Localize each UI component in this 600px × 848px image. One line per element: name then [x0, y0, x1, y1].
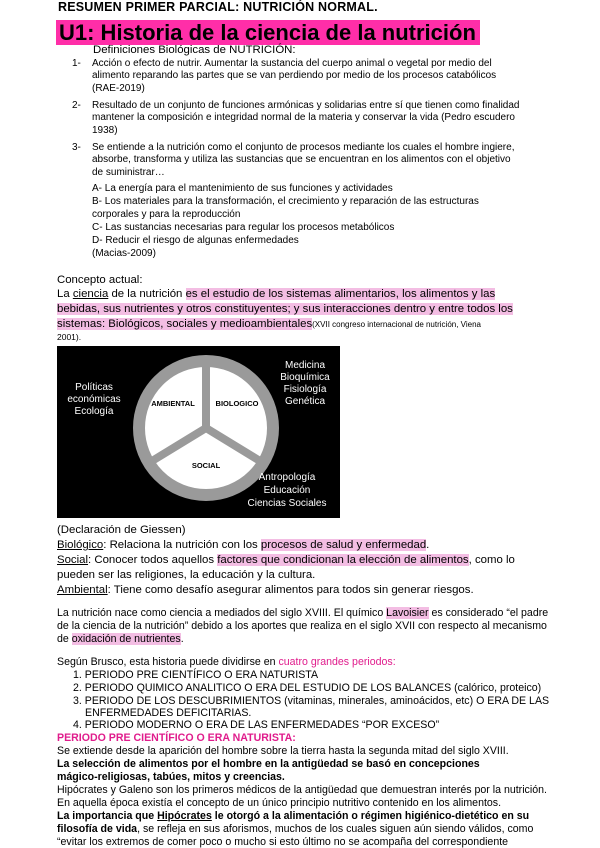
document-header: RESUMEN PRIMER PARCIAL: NUTRICIÓN NORMAL.	[58, 0, 378, 14]
era-paragraph: En aquella época existía el concepto de un único principio nutritivo contenido en los alimentos.	[57, 797, 502, 809]
definition-line: alimento reparando las partes que se van perdiendo por medio de los procesos catabólicos	[92, 70, 497, 82]
period-item: 4. PERIODO MODERNO O ERA DE LAS ENFERMEDADES “POR EXCESO”	[73, 719, 440, 731]
definition-line: Acción o efecto de nutrir. Aumentar la sustancia del cuerpo animal o vegetal por medio del	[92, 58, 492, 69]
history-line: de la ciencia de la nutrición” debido a los aportes que realiza en el siglo XVII con respecto al mecanismo	[57, 620, 547, 632]
definitions-list	[72, 57, 592, 182]
diagram-left-label: económicas	[67, 394, 121, 405]
concept-citation-end: 2001).	[57, 332, 82, 342]
diagram-svg	[57, 346, 340, 518]
definition-number: 2-	[72, 100, 81, 111]
giessen-social	[57, 553, 515, 567]
definition-item	[72, 99, 592, 140]
text: : Relaciona la nutrición con los	[103, 539, 261, 551]
diagram-left-label: Políticas	[75, 382, 113, 393]
text: La	[57, 288, 73, 300]
era-bold: La selección de alimentos por el hombre en la antigüedad se basó en concepciones	[57, 758, 480, 770]
text: le otorgó a la alimentación o régimen higiénico-dietético en su	[211, 810, 530, 822]
diagram-bottom-label: Ciencias Sociales	[247, 498, 327, 509]
text: La importancia que	[57, 810, 158, 822]
text: , como lo	[468, 554, 515, 566]
diagram-segment-ambiental: AMBIENTAL	[151, 399, 195, 408]
text: es considerado “el padre	[428, 607, 549, 619]
definition-number: 3-	[72, 142, 81, 153]
diagram-right-label: Fisiología	[283, 384, 327, 395]
highlight: Lavoisier	[386, 607, 429, 619]
nutrition-systems-diagram	[57, 346, 340, 518]
diagram-bottom-label: Antropología	[258, 472, 316, 483]
concept-line	[57, 317, 481, 332]
giessen-social-line2: pueden ser las religiones, la educación y la cultura.	[57, 569, 316, 581]
text: , se refleja en sus aforismos, muchos de los cuales siguen aún siendo válidos, como	[137, 823, 534, 835]
subitem: C- Las sustancias necesarias para regular los procesos metabólicos	[92, 222, 395, 233]
text: ciencia	[72, 288, 109, 300]
highlight: oxidación de nutrientes	[71, 633, 181, 645]
definition-item	[72, 141, 592, 182]
concept-line	[57, 287, 495, 301]
highlight: cuatro grandes periodos:	[278, 656, 396, 668]
period-item-cont: ENFERMEDADES DEFICITARIAS.	[85, 707, 252, 719]
periods-intro	[57, 656, 396, 668]
diagram-segment-biologico: BIOLOGICO	[215, 399, 259, 408]
diagram-right-label: Bioquímica	[280, 372, 330, 383]
period-item: 2. PERIODO QUIMICO ANALITICO O ERA DEL ESTUDIO DE LOS BALANCES (calórico, proteico)	[73, 682, 542, 694]
text: filosofía de vida	[57, 823, 138, 835]
term: Hipócrates	[157, 810, 212, 822]
diagram-right-label: Medicina	[284, 360, 326, 371]
term: Biológico	[57, 539, 104, 551]
era-importance: “evitar los extremos de comer poco o mucho si esto último no se acompaña del correspondiente	[57, 836, 509, 848]
period-item: 3. PERIODO DE LOS DESCUBRIMIENTOS (vitaminas, minerales, aminoácidos, etc) O ERA DE LAS	[73, 695, 550, 707]
definition-line: de suministrar…	[92, 166, 165, 178]
definition-line: 1938)	[92, 124, 118, 136]
giessen-biologico	[57, 538, 429, 552]
text: Según Brusco, esta historia puede dividirse en	[57, 656, 279, 668]
term: Social	[57, 554, 89, 566]
subitem: A- La energía para el mantenimiento de sus funciones y actividades	[92, 183, 393, 194]
highlight: sistemas: Biológicos, sociales y medioambientales	[57, 318, 313, 330]
history-line	[57, 633, 184, 645]
highlight: bebidas, sus nutrientes y otros constituyentes; y sus interacciones dentro y entre todos los	[57, 303, 513, 315]
era-paragraph: Se extiende desde la aparición del hombre sobre la tierra hasta la segunda mitad del siglo XVIII.	[57, 745, 509, 757]
concept-heading: Concepto actual:	[57, 274, 143, 286]
definitions-heading: Definiciones Biológicas de NUTRICIÓN:	[93, 44, 296, 56]
subitem: B- Los materiales para la transformación, el crecimiento y reparación de las estructuras	[92, 196, 479, 207]
definition-number: 1-	[72, 58, 81, 69]
diagram-left-label: Ecología	[74, 406, 114, 417]
text: : Conocer todos aquellos	[88, 554, 218, 566]
concept-line	[57, 302, 513, 316]
history-line	[57, 607, 548, 619]
era-paragraph: Hipócrates y Galeno son los primeros médicos de la antigüedad que demuestran interés por la nutrición.	[57, 784, 547, 796]
diagram-segment-social: SOCIAL	[191, 461, 221, 470]
era-bold: mágico-religiosas, tabúes, mitos y creencias.	[57, 771, 285, 783]
definition-line: mantener la composición e integridad normal de la materia y conservar la vida (Pedro escudero	[92, 112, 515, 124]
definition-line: Resultado de un conjunto de funciones armónicas y solidarias entre sí que tienen como finalidad	[92, 100, 520, 111]
term: Ambiental	[57, 584, 108, 596]
definition-line: (RAE-2019)	[92, 82, 145, 94]
definition-item	[72, 57, 592, 98]
text: de	[57, 633, 72, 645]
highlight: factores que condicionan la elección de alimentos	[217, 554, 469, 566]
definition-line: absorbe, transforma y utiliza las sustancias que se encuentran en los alimentos con el objetivo	[92, 154, 511, 166]
diagram-right-label: Genética	[284, 396, 326, 407]
subitem-citation: (Macias-2009)	[92, 248, 156, 259]
text: .	[180, 633, 184, 645]
period-item: 1. PERIODO PRE CIENTÍFICO O ERA NATURISTA	[73, 669, 319, 681]
text: de la nutrición	[108, 288, 186, 300]
subitem: corporales y para la reproducción	[92, 209, 241, 220]
text: : Tiene como desafío asegurar alimentos para todos sin generar riesgos.	[107, 584, 474, 596]
diagram-bottom-label: Educación	[263, 485, 311, 496]
definition-line: Se entiende a la nutrición como el conjunto de procesos mediante los cuales el hombre ingiere,	[92, 142, 515, 153]
page-title: U1: Historia de la ciencia de la nutrición	[56, 20, 480, 45]
era-importance	[57, 823, 533, 835]
era-heading: PERIODO PRE CIENTÍFICO O ERA NATURISTA:	[57, 732, 296, 744]
highlight: es el estudio de los sistemas alimentarios, los alimentos y las	[185, 288, 496, 300]
concept-citation: (XVII congreso internacional de nutrición, Viena	[312, 320, 481, 329]
giessen-heading: (Declaración de Giessen)	[57, 524, 186, 536]
text: La nutrición nace como ciencia a mediados del siglo XVIII. El químico	[57, 607, 387, 619]
era-importance	[57, 810, 529, 822]
highlight: procesos de salud y enfermedad	[260, 539, 427, 551]
text: .	[426, 539, 430, 551]
subitem: D- Reducir el riesgo de algunas enfermedades	[92, 235, 299, 246]
giessen-ambiental	[57, 583, 474, 597]
